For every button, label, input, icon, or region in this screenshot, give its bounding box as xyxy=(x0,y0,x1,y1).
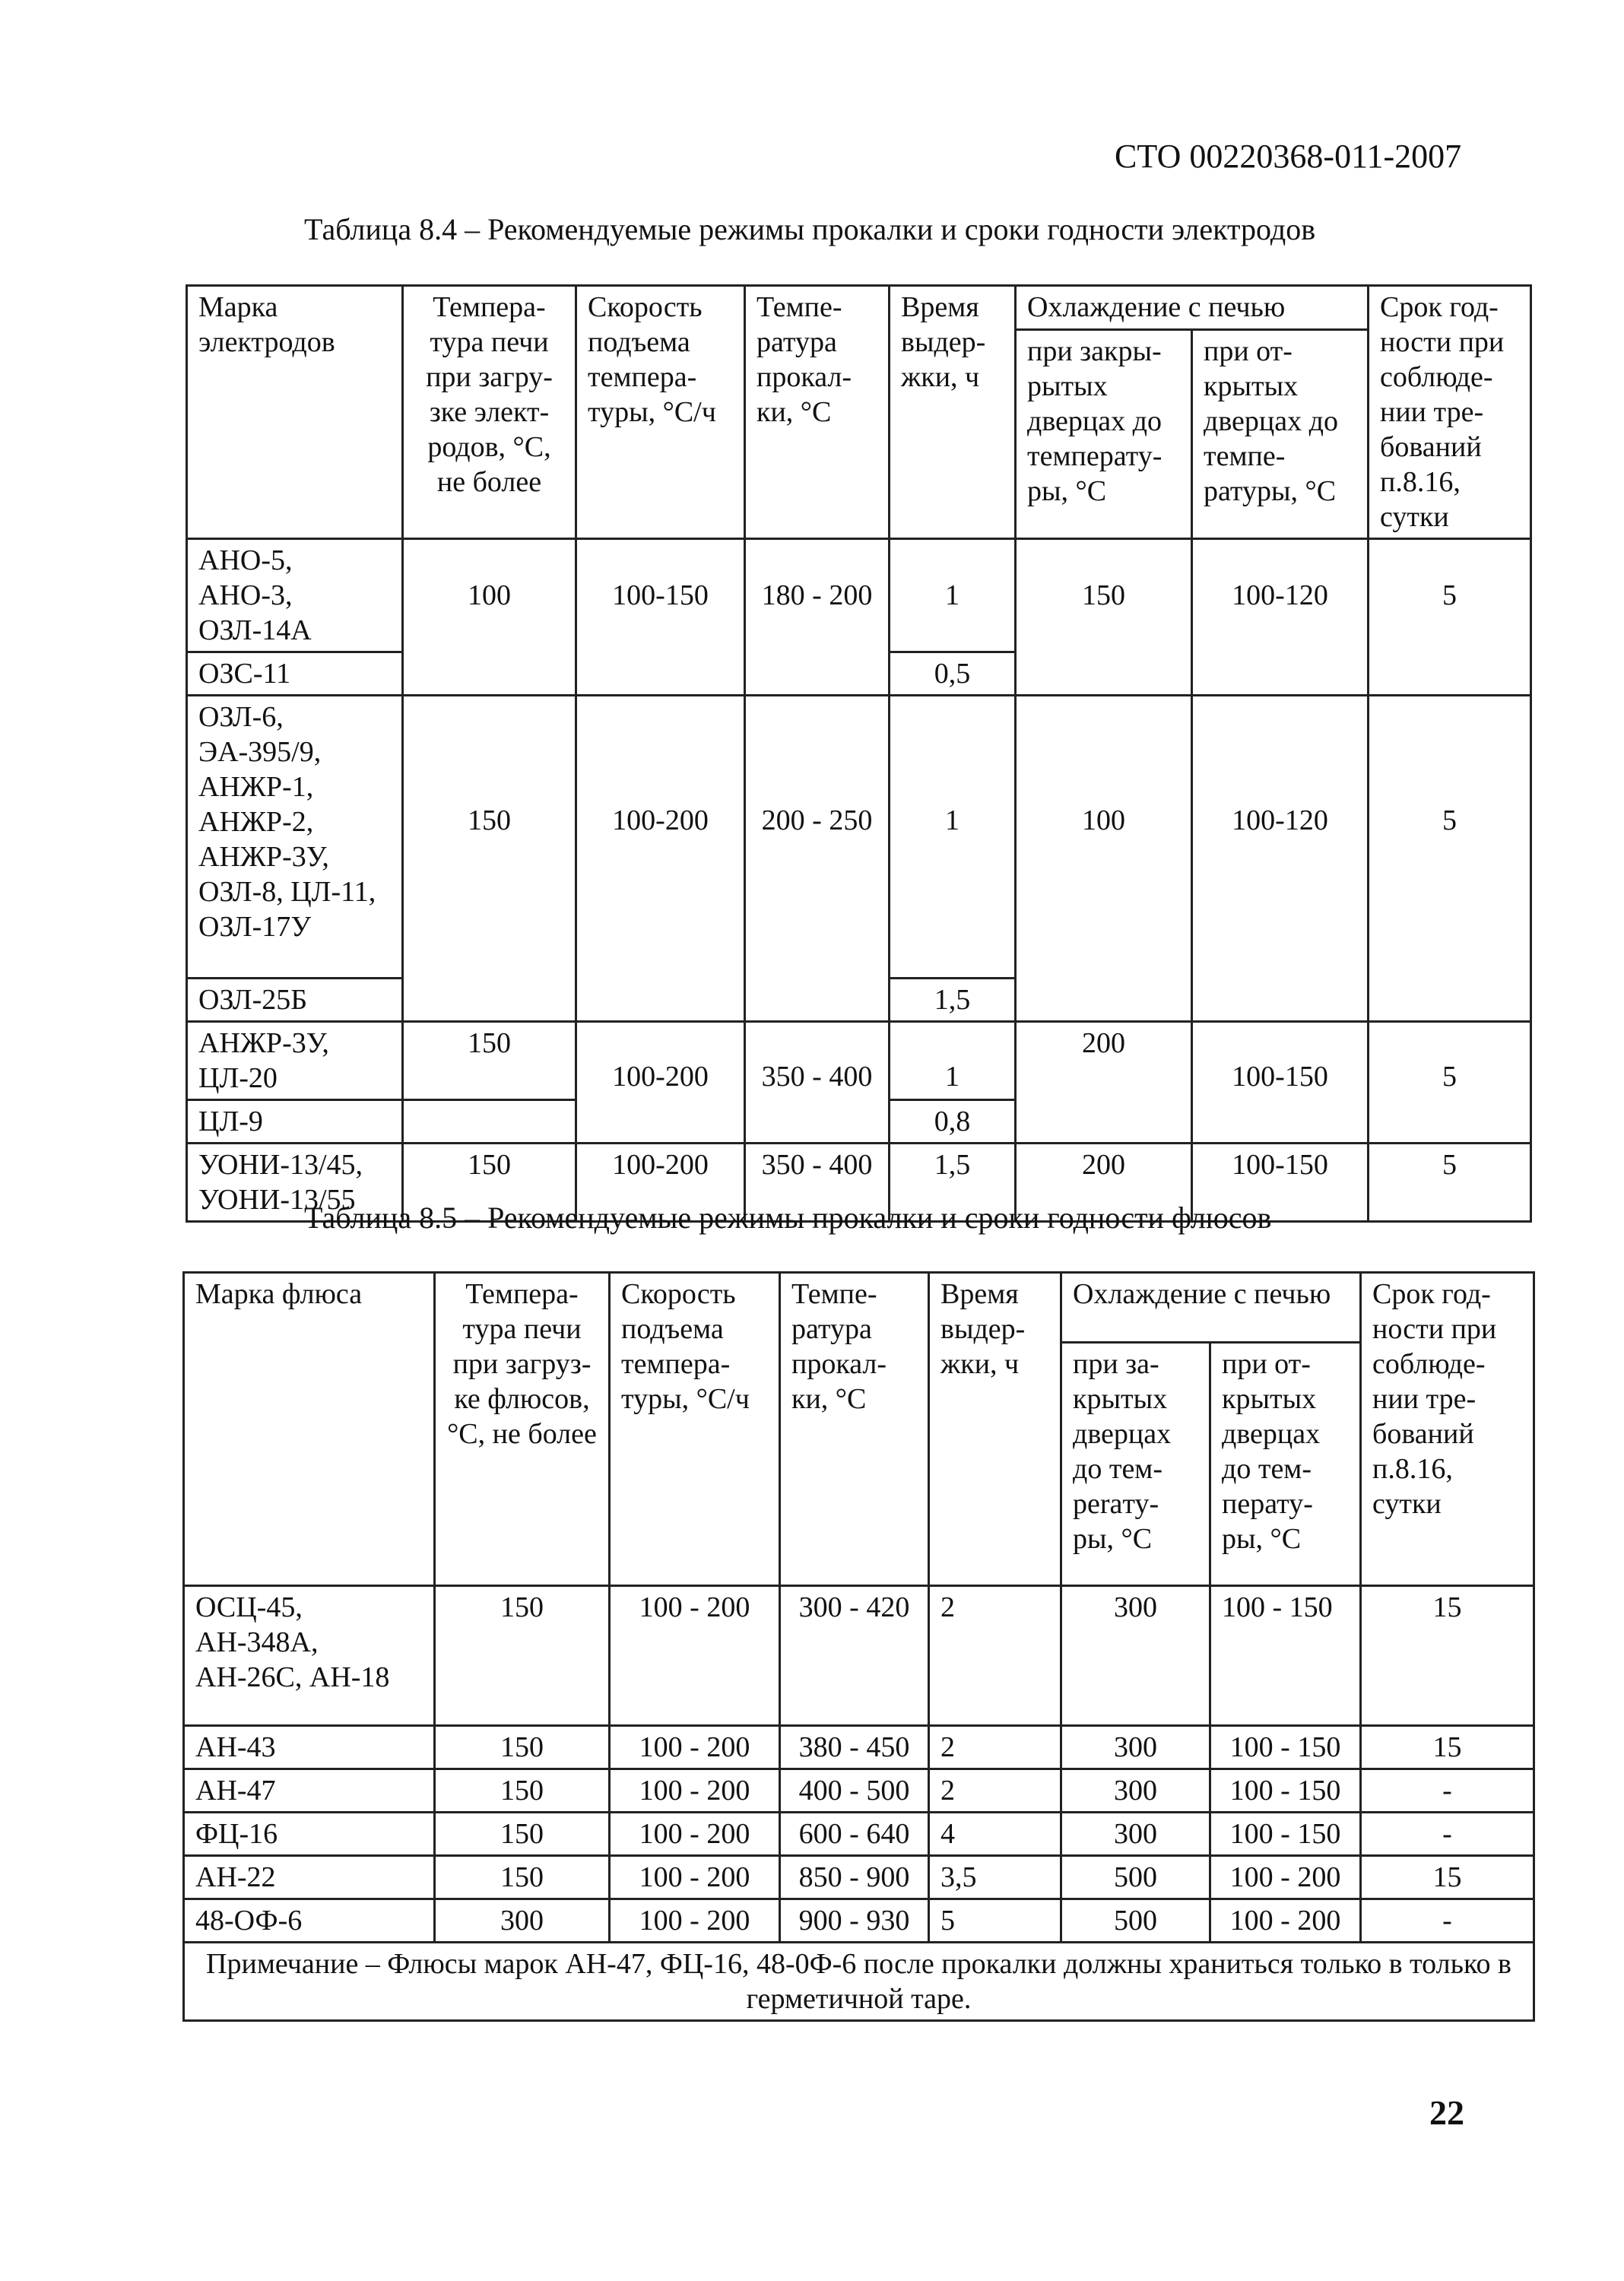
hold-cell: 1,5 xyxy=(890,1144,1016,1222)
hold-cell: 1,5 xyxy=(890,979,1016,1022)
hold-cell: 2 xyxy=(929,1769,1061,1813)
document-code: СТО 00220368-011-2007 xyxy=(1115,138,1462,175)
header-load-temp: Темпера-тура печи при загруз-ке флюсов, °С, не более xyxy=(435,1273,610,1586)
load-temp-cell: 150 xyxy=(435,1586,610,1726)
cool-closed-cell: 200 xyxy=(1016,1022,1192,1144)
mark-cell: ФЦ-16 xyxy=(184,1813,435,1856)
cool-open-cell: 100 - 200 xyxy=(1210,1899,1361,1943)
load-temp-cell: 150 xyxy=(435,1856,610,1899)
shelf-cell: - xyxy=(1361,1813,1534,1856)
rate-cell: 100 - 200 xyxy=(610,1856,780,1899)
cool-open-cell: 100 - 150 xyxy=(1210,1813,1361,1856)
cool-open-cell: 100 - 150 xyxy=(1210,1769,1361,1813)
header-cool-open: при от-крытых дверцах до тем-перату-ры, °С xyxy=(1210,1343,1361,1586)
load-temp-cell: 150 xyxy=(403,1022,576,1100)
bake-temp-cell: 380 - 450 xyxy=(780,1726,929,1769)
page-number: 22 xyxy=(1429,2093,1464,2132)
shelf-cell: 15 xyxy=(1361,1726,1534,1769)
mark-cell: УОНИ-13/45, УОНИ-13/55 xyxy=(187,1144,403,1222)
bake-temp-cell: 400 - 500 xyxy=(780,1769,929,1813)
header-shelf-life: Срок год-ности при соблюде-нии тре-бований п.8.16, сутки xyxy=(1369,286,1531,539)
table-8-4-caption: Таблица 8.4 – Рекомендуемые режимы прокалки и сроки годности электродов xyxy=(304,212,1316,246)
rate-cell: 100-150 xyxy=(576,539,745,696)
bake-temp-cell: 350 - 400 xyxy=(745,1022,890,1144)
cool-open-cell: 100-150 xyxy=(1192,1022,1369,1144)
cool-closed-cell: 300 xyxy=(1061,1586,1210,1726)
header-bake-temp: Темпе-ратура прокал-ки, °С xyxy=(745,286,890,539)
rate-cell: 100-200 xyxy=(576,1144,745,1222)
mark-cell: ЦЛ-9 xyxy=(187,1100,403,1144)
header-hold-time: Время выдер-жки, ч xyxy=(890,286,1016,539)
load-temp-cell: 300 xyxy=(435,1899,610,1943)
cool-open-cell: 100 - 150 xyxy=(1210,1586,1361,1726)
header-cooling: Охлаждение с печью xyxy=(1016,286,1369,330)
header-rate: Скорость подъема темпера-туры, °С/ч xyxy=(610,1273,780,1586)
load-temp-cell: 150 xyxy=(435,1813,610,1856)
header-rate: Скорость подъема темпера-туры, °С/ч xyxy=(576,286,745,539)
rate-cell: 100 - 200 xyxy=(610,1586,780,1726)
bake-temp-cell: 850 - 900 xyxy=(780,1856,929,1899)
header-mark: Марка флюса xyxy=(184,1273,435,1586)
cool-closed-cell: 200 xyxy=(1016,1144,1192,1222)
mark-cell: АНЖР-3У, ЦЛ-20 xyxy=(187,1022,403,1100)
cool-closed-cell: 500 xyxy=(1061,1899,1210,1943)
bake-temp-cell: 200 - 250 xyxy=(745,696,890,1022)
bake-temp-cell: 600 - 640 xyxy=(780,1813,929,1856)
shelf-cell: 5 xyxy=(1369,1022,1531,1144)
hold-cell: 5 xyxy=(929,1899,1061,1943)
mark-cell: ОЗС-11 xyxy=(187,652,403,696)
hold-cell: 0,8 xyxy=(890,1100,1016,1144)
hold-cell: 1 xyxy=(890,1022,1016,1100)
header-cool-closed: при за-крытых дверцах до тем-peraту-ры, °С xyxy=(1061,1343,1210,1586)
header-mark: Марка электродов xyxy=(187,286,403,539)
header-cool-closed: при закры-рытых дверцах до температу-ры, °С xyxy=(1016,330,1192,539)
rate-cell: 100-200 xyxy=(576,696,745,1022)
shelf-cell: 5 xyxy=(1369,539,1531,696)
shelf-cell: 15 xyxy=(1361,1586,1534,1726)
mark-cell: 48-ОФ-6 xyxy=(184,1899,435,1943)
mark-cell: АН-47 xyxy=(184,1769,435,1813)
table-note: Примечание – Флюсы марок АН-47, ФЦ-16, 48-0Ф-6 после прокалки должны храниться только в только в герметичной таре. xyxy=(184,1943,1534,2021)
bake-temp-cell: 180 - 200 xyxy=(745,539,890,696)
hold-cell: 0,5 xyxy=(890,652,1016,696)
hold-cell: 2 xyxy=(929,1586,1061,1726)
hold-cell: 4 xyxy=(929,1813,1061,1856)
header-cooling: Охлаждение с печью xyxy=(1061,1273,1361,1343)
shelf-cell: 5 xyxy=(1369,1144,1531,1222)
load-temp-cell: 150 xyxy=(435,1769,610,1813)
load-temp-cell: 150 xyxy=(403,696,576,1022)
load-temp-cell: 150 xyxy=(403,1144,576,1222)
shelf-cell: - xyxy=(1361,1769,1534,1813)
load-temp-cell: 100 xyxy=(403,539,576,696)
cool-closed-cell: 300 xyxy=(1061,1726,1210,1769)
table-8-4 xyxy=(186,284,1532,1223)
bake-temp-cell: 900 - 930 xyxy=(780,1899,929,1943)
header-shelf-life: Срок год-ности при соблюде-нии тре-бований п.8.16, сутки xyxy=(1361,1273,1534,1586)
hold-cell: 1 xyxy=(890,696,1016,979)
cool-open-cell: 100 - 200 xyxy=(1210,1856,1361,1899)
header-cool-open: при от-крытых дверцах до темпе-ратуры, °С xyxy=(1192,330,1369,539)
mark-cell: ОЗЛ-25Б xyxy=(187,979,403,1022)
cool-open-cell: 100-120 xyxy=(1192,696,1369,1022)
rate-cell: 100 - 200 xyxy=(610,1899,780,1943)
table-8-5-caption: Таблица 8.5 – Рекомендуемые режимы прокалки и сроки годности флюсов xyxy=(304,1201,1272,1235)
shelf-cell: 15 xyxy=(1361,1856,1534,1899)
hold-cell: 3,5 xyxy=(929,1856,1061,1899)
rate-cell: 100 - 200 xyxy=(610,1769,780,1813)
mark-cell: АН-22 xyxy=(184,1856,435,1899)
cool-closed-cell: 300 xyxy=(1061,1769,1210,1813)
hold-cell: 1 xyxy=(890,539,1016,652)
mark-cell: ОЗЛ-6, ЭА-395/9, АНЖР-1, АНЖР-2, АНЖР-3У, ОЗЛ-8, ЦЛ-11, ОЗЛ-17У xyxy=(187,696,403,979)
rate-cell: 100 - 200 xyxy=(610,1813,780,1856)
shelf-cell: - xyxy=(1361,1899,1534,1943)
mark-cell: АНО-5, АНО-3, ОЗЛ-14А xyxy=(187,539,403,652)
cool-closed-cell: 150 xyxy=(1016,539,1192,696)
cool-closed-cell: 300 xyxy=(1061,1813,1210,1856)
cool-closed-cell: 500 xyxy=(1061,1856,1210,1899)
cool-closed-cell: 100 xyxy=(1016,696,1192,1022)
mark-cell: ОСЦ-45, АН-348А, АН-26С, АН-18 xyxy=(184,1586,435,1726)
cool-open-cell: 100 - 150 xyxy=(1210,1726,1361,1769)
empty-cell xyxy=(403,1100,576,1144)
hold-cell: 2 xyxy=(929,1726,1061,1769)
shelf-cell: 5 xyxy=(1369,696,1531,1022)
bake-temp-cell: 300 - 420 xyxy=(780,1586,929,1726)
mark-cell: АН-43 xyxy=(184,1726,435,1769)
load-temp-cell: 150 xyxy=(435,1726,610,1769)
cool-open-cell: 100-150 xyxy=(1192,1144,1369,1222)
table-8-5 xyxy=(182,1271,1535,2022)
header-load-temp: Темпера-тура печи при загру-зке элект-родов, °С, не более xyxy=(403,286,576,539)
header-bake-temp: Темпе-ратура прокал-ки, °С xyxy=(780,1273,929,1586)
bake-temp-cell: 350 - 400 xyxy=(745,1144,890,1222)
cool-open-cell: 100-120 xyxy=(1192,539,1369,696)
rate-cell: 100-200 xyxy=(576,1022,745,1144)
rate-cell: 100 - 200 xyxy=(610,1726,780,1769)
header-hold-time: Время выдер-жки, ч xyxy=(929,1273,1061,1586)
